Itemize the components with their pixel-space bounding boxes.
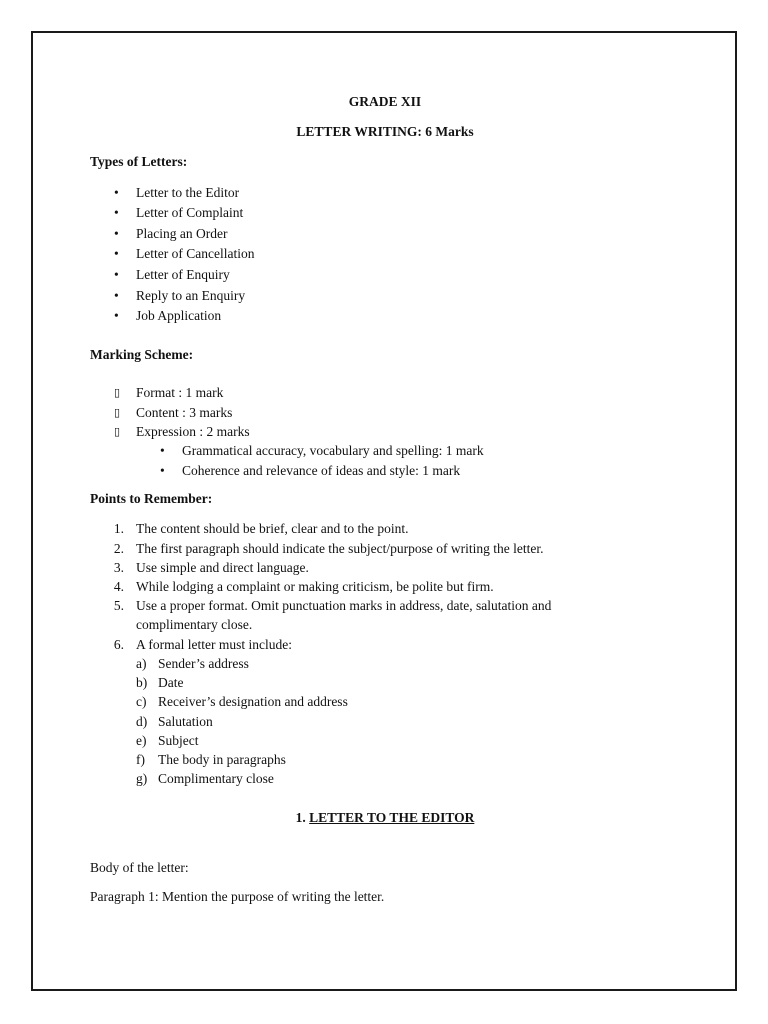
bullet-icon: • — [160, 463, 165, 478]
paragraph-1-text: Paragraph 1: Mention the purpose of writing the letter. — [90, 889, 385, 904]
letter-writing-heading: LETTER WRITING: 6 Marks — [296, 124, 474, 139]
square-bullet-icon: ▯ — [114, 425, 121, 438]
bullet-icon: • — [114, 288, 119, 303]
bullet-icon: • — [114, 185, 119, 200]
marking-scheme-title: Marking Scheme: — [90, 347, 194, 362]
bullet-icon: • — [114, 205, 119, 220]
bullet-icon: • — [114, 267, 119, 282]
body-label: Body of the letter: — [90, 860, 189, 875]
bullet-icon: • — [114, 308, 119, 323]
bullet-icon: • — [160, 443, 165, 458]
section-heading — [90, 808, 680, 828]
page-border — [31, 31, 737, 991]
square-bullet-icon: ▯ — [114, 406, 121, 419]
section-number: 1. — [295, 810, 306, 825]
bullet-icon: • — [114, 226, 119, 241]
points-to-remember-title: Points to Remember: — [90, 491, 213, 506]
types-of-letters-title: Types of Letters: — [90, 154, 188, 169]
bullet-icon: • — [114, 246, 119, 261]
section-title: LETTER TO THE EDITOR — [309, 810, 475, 825]
grade-title: GRADE XII — [348, 94, 422, 109]
square-bullet-icon: ▯ — [114, 386, 121, 399]
